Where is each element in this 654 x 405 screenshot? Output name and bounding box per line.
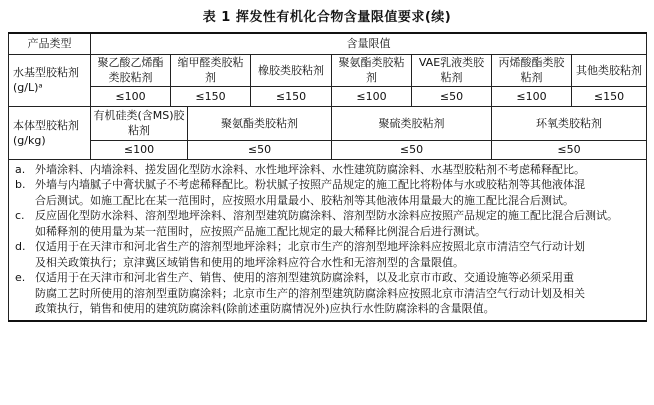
note-a: a. 外墙涂料、内墙涂料、搓发固化型防水涂料、水性地坪涂料、水性建筑防腐涂料、水基型胶粘剂不考虑稀释配比。 xyxy=(15,162,585,176)
water-limit-5: ≤50 xyxy=(412,86,492,106)
note-e-cont-2: 政策执行，销售和使用的建筑防腐涂料(除前述重防腐情况外)应执行水性防腐涂料的含量限值。 xyxy=(35,302,495,315)
water-type-4: 聚氨酯类胶粘剂 xyxy=(332,54,412,86)
water-limit-1: ≤100 xyxy=(91,86,171,106)
note-c: c. 反应固化型防水涂料、溶剂型地坪涂料、溶剂型建筑防腐涂料、溶剂型防水涂料应按照产品规定的施工配比混合后测试。 xyxy=(15,209,618,222)
voc-limits-table xyxy=(8,32,647,322)
note-d-cont: 及相关政策执行；京津冀区域销售和使用的地坪涂料应符合水性和无溶剂型的含量限值。 xyxy=(35,255,464,269)
note-b: b. 外墙与内墙腻子中膏状腻子不考虑稀释配比。粉状腻子按照产品规定的施工配比将粉体与水或胶粘剂等其他液体混 xyxy=(15,178,585,191)
note-e-cont-1: 防腐工艺时所使用的溶剂型重防腐涂料；北京市生产的溶剂型建筑防腐涂料应按照北京市清洁空气行动计划及相关 xyxy=(35,286,585,300)
notes-cell xyxy=(9,159,647,321)
water-limit-4: ≤100 xyxy=(332,86,412,106)
note-d: d. 仅适用于在天津市和河北省生产的溶剂型地坪涂料；北京市生产的溶剂型地坪涂料应按照北京市清洁空气行动计划 xyxy=(15,240,585,253)
bulk-type-3: 聚硫类胶粘剂 xyxy=(332,106,492,140)
water-limit-2: ≤150 xyxy=(171,86,251,106)
water-type-7: 其他类胶粘剂 xyxy=(572,54,647,86)
water-type-2: 缩甲醛类胶粘剂 xyxy=(171,54,251,86)
water-type-1: 聚乙酸乙烯酯类胶粘剂 xyxy=(91,54,171,86)
bulk-type-4: 环氧类胶粘剂 xyxy=(492,106,647,140)
water-type-3: 橡胶类胶粘剂 xyxy=(251,54,332,86)
header-product-type: 产品类型 xyxy=(9,33,91,54)
water-limit-6: ≤100 xyxy=(492,86,572,106)
water-type-5: VAE乳液类胶粘剂 xyxy=(412,54,492,86)
bulk-limit-2: ≤50 xyxy=(188,140,332,159)
bulk-label: 本体型胶粘剂(g/kg) xyxy=(9,106,91,159)
bulk-type-2: 聚氨酯类胶粘剂 xyxy=(188,106,332,140)
table-title: 表 1 挥发性有机化合物含量限值要求(续) xyxy=(202,10,452,25)
header-content-limit: 含量限值 xyxy=(91,33,647,54)
water-type-6: 丙烯酸酯类胶粘剂 xyxy=(492,54,572,86)
bulk-type-1: 有机硅类(含MS)胶粘剂 xyxy=(91,106,188,140)
note-b-cont: 合后测试。如施工配比在某一范围时，应按照水用量最小、胶粘剂等其他液体用量最大的施工配比混合后测试。 xyxy=(35,193,574,207)
note-e: e. 仅适用于在天津市和河北省生产、销售、使用的溶剂型建筑防腐涂料，以及北京市市政、交通设施等必须采用重 xyxy=(15,271,574,284)
water-limit-3: ≤150 xyxy=(251,86,332,106)
note-c-cont: 如稀释剂的使用量为某一范围时，应按照产品施工配比规定的最大稀释比例混合后进行测试。 xyxy=(35,224,486,238)
water-limit-7: ≤150 xyxy=(572,86,647,106)
bulk-limit-4: ≤50 xyxy=(492,140,647,159)
bulk-limit-1: ≤100 xyxy=(91,140,188,159)
bulk-limit-3: ≤50 xyxy=(332,140,492,159)
water-based-label: 水基型胶粘剂(g/L)ᵃ xyxy=(9,54,91,106)
